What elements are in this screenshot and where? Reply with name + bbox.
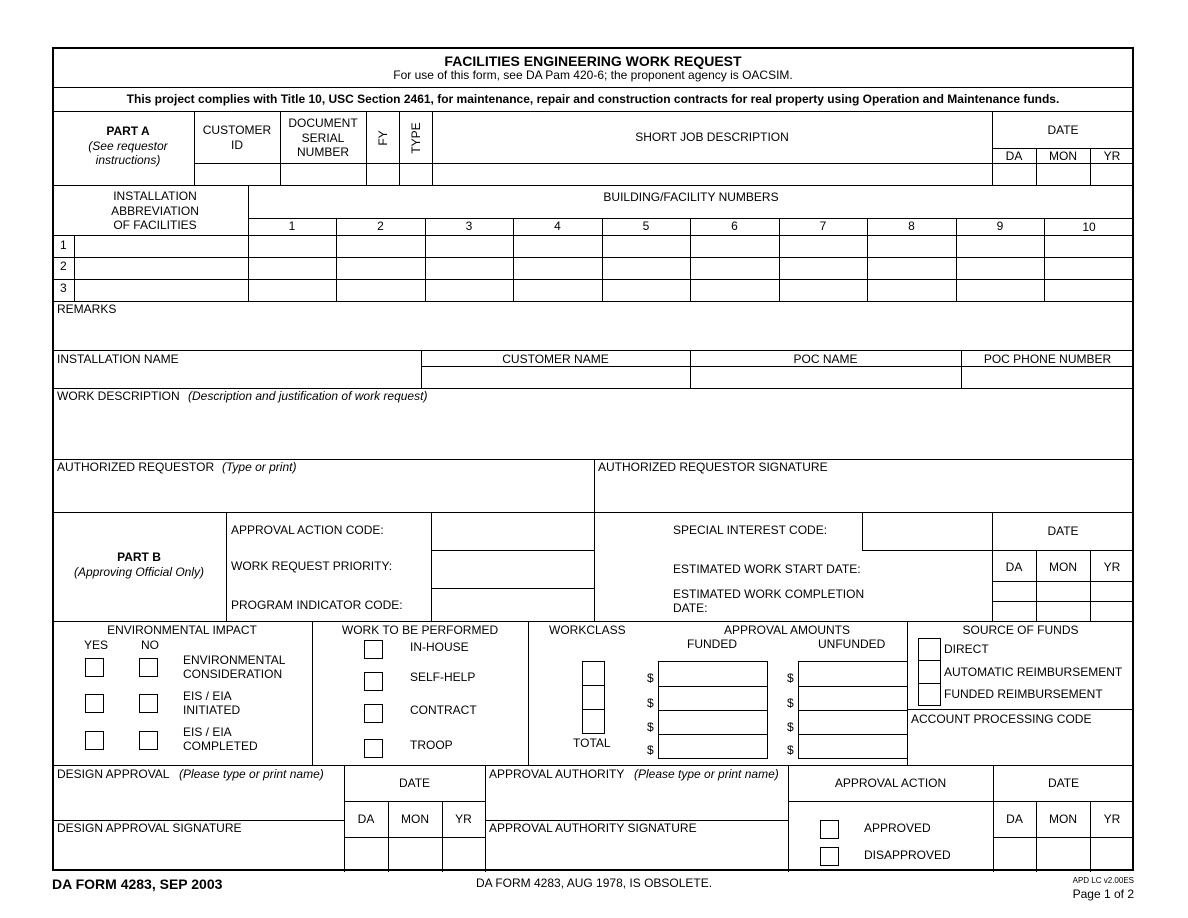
env-consideration-no-checkbox[interactable]: [139, 658, 158, 677]
funded-amount-3[interactable]: [658, 710, 768, 735]
approval-authority-signature-input[interactable]: [486, 837, 788, 871]
part-b-mon-label: MON: [1049, 560, 1077, 574]
part-b-date-label: DATE: [1047, 524, 1079, 538]
remarks-input[interactable]: [53, 318, 1133, 350]
design-approval-input[interactable]: [53, 783, 344, 820]
building-col-9: 9: [996, 219, 1004, 233]
env-consideration-yes-checkbox[interactable]: [85, 658, 104, 677]
design-mon-input[interactable]: [389, 838, 442, 871]
install-abbr-input-2[interactable]: [75, 258, 248, 279]
type-input[interactable]: [400, 164, 432, 185]
approval-action-label: APPROVAL ACTION: [834, 776, 947, 790]
obsolete-note: DA FORM 4283, AUG 1978, IS OBSOLETE.: [476, 876, 713, 890]
part-a-note-1: (See requestor: [88, 139, 168, 153]
eis-initiated-no-checkbox[interactable]: [139, 694, 158, 713]
customer-id-label-2: ID: [231, 138, 243, 152]
approved-label: APPROVED: [864, 821, 931, 835]
part-b-da-label: DA: [1005, 560, 1023, 574]
est-completion-label-2: DATE:: [673, 601, 708, 615]
installation-name-label: INSTALLATION NAME: [57, 352, 179, 366]
authority-mon-label: MON: [1049, 812, 1077, 826]
program-indicator-code-label: PROGRAM INDICATOR CODE:: [231, 598, 403, 612]
type-label: TYPE: [409, 122, 423, 154]
form-id: DA FORM 4283, SEP 2003: [52, 876, 223, 892]
funded-dollar-2: $: [647, 696, 654, 710]
design-approval-note: (Please type or print name): [179, 767, 324, 781]
unfunded-amount-2[interactable]: [798, 686, 908, 711]
account-processing-code-input[interactable]: [908, 728, 1134, 765]
building-col-7: 7: [819, 219, 827, 233]
unfunded-dollar-3: $: [787, 720, 794, 734]
special-interest-code-input[interactable]: [863, 513, 992, 550]
installation-name-input[interactable]: [53, 367, 421, 388]
part-a-mon-label: MON: [1049, 149, 1077, 163]
doc-serial-input[interactable]: [281, 164, 366, 185]
eis-completed-no-checkbox[interactable]: [139, 731, 158, 750]
design-mon-label: MON: [401, 812, 429, 826]
work-request-priority-input[interactable]: [432, 551, 594, 588]
part-a-note-2: instructions): [95, 153, 161, 167]
workclass-input-1[interactable]: [582, 661, 605, 686]
workclass-total-label: TOTAL: [573, 736, 611, 750]
unfunded-amount-total[interactable]: [798, 734, 908, 759]
design-approval-label: DESIGN APPROVAL: [57, 767, 170, 781]
short-job-label: SHORT JOB DESCRIPTION: [635, 130, 789, 144]
page-number: Page 1 of 2: [1072, 887, 1134, 901]
funded-amount-2[interactable]: [658, 686, 768, 711]
auth-requestor-label: AUTHORIZED REQUESTOR: [57, 460, 215, 474]
part-b-title: PART B: [117, 550, 161, 564]
funded-reimbursement-label: FUNDED REIMBURSEMENT: [944, 687, 1103, 701]
version-label: APD LC v2.00ES: [1072, 876, 1134, 885]
env-item-1-line-2: CONSIDERATION: [183, 667, 283, 681]
workclass-input-3[interactable]: [582, 709, 605, 734]
direct-checkbox[interactable]: [918, 638, 941, 661]
doc-serial-label-2: SERIAL: [301, 131, 345, 145]
short-job-input[interactable]: [433, 164, 992, 185]
env-item-3-line-1: EIS / EIA: [183, 725, 232, 739]
eis-initiated-yes-checkbox[interactable]: [85, 694, 104, 713]
building-col-10: 10: [1082, 220, 1096, 234]
install-abbr-label-1: INSTALLATION: [113, 189, 197, 203]
authority-date-label: DATE: [1047, 776, 1080, 790]
disapproved-checkbox[interactable]: [820, 847, 839, 866]
est-completion-da-input[interactable]: [993, 602, 1036, 621]
work-performed-title: WORK TO BE PERFORMED: [341, 623, 499, 637]
building-col-6: 6: [731, 219, 738, 233]
building-col-3: 3: [465, 219, 473, 233]
workclass-input-2[interactable]: [582, 685, 605, 710]
est-start-da-input[interactable]: [993, 582, 1036, 601]
auto-reimbursement-label: AUTOMATIC REIMBURSEMENT: [944, 665, 1123, 679]
self-help-checkbox[interactable]: [364, 672, 383, 691]
auth-requestor-sig-input[interactable]: [595, 476, 1134, 512]
funded-label: FUNDED: [687, 637, 737, 651]
authority-yr-input[interactable]: [1091, 838, 1134, 871]
est-completion-mon-input[interactable]: [1037, 602, 1090, 621]
approval-amounts-title: APPROVAL AMOUNTS: [723, 623, 851, 637]
part-b-yr-label: YR: [1103, 560, 1121, 574]
account-processing-code-label: ACCOUNT PROCESSING CODE: [911, 712, 1092, 726]
remarks-label: REMARKS: [57, 302, 117, 316]
poc-name-label: POC NAME: [793, 352, 858, 366]
funded-reimbursement-checkbox[interactable]: [918, 683, 941, 706]
env-item-1-line-1: ENVIRONMENTAL: [183, 653, 286, 667]
building-col-1: 1: [288, 219, 296, 233]
disapproved-label: DISAPPROVED: [864, 848, 951, 862]
approval-action-code-label: APPROVAL ACTION CODE:: [231, 523, 384, 537]
work-desc-input[interactable]: [53, 405, 1133, 459]
authority-da-label: DA: [1006, 812, 1023, 826]
compliance-note: This project complies with Title 10, USC Section 2461, for maintenance, repair and construction contracts for real property using Operation and Maintenance funds.: [126, 92, 1060, 106]
doc-serial-label-3: NUMBER: [296, 145, 349, 159]
fy-label: FY: [376, 130, 390, 146]
direct-label: DIRECT: [944, 642, 989, 656]
authority-yr-label: YR: [1103, 812, 1121, 826]
unfunded-dollar-2: $: [787, 696, 794, 710]
design-approval-signature-label: DESIGN APPROVAL SIGNATURE: [57, 821, 242, 835]
workclass-title: WORKCLASS: [549, 623, 626, 637]
self-help-label: SELF-HELP: [410, 670, 476, 684]
design-da-input[interactable]: [345, 838, 388, 871]
part-a-da-label: DA: [1005, 149, 1023, 163]
customer-id-input[interactable]: [195, 164, 280, 185]
install-abbr-label-3: OF FACILITIES: [113, 218, 197, 232]
auto-reimbursement-checkbox[interactable]: [918, 660, 941, 684]
fy-input[interactable]: [367, 164, 399, 185]
building-row-3-label: 3: [60, 281, 67, 295]
poc-phone-label: POC PHONE NUMBER: [983, 352, 1112, 366]
contract-label: CONTRACT: [410, 703, 477, 717]
approval-authority-input[interactable]: [486, 783, 788, 820]
work-desc-label: WORK DESCRIPTION: [57, 389, 180, 403]
est-start-yr-input[interactable]: [1091, 582, 1134, 601]
design-yr-input[interactable]: [443, 838, 485, 871]
building-col-5: 5: [642, 219, 650, 233]
install-abbr-label-2: ABBREVIATION: [111, 204, 199, 218]
part-a-title: PART A: [106, 124, 150, 138]
unfunded-dollar-1: $: [787, 671, 794, 685]
customer-name-label: CUSTOMER NAME: [502, 352, 609, 366]
est-completion-label-1: ESTIMATED WORK COMPLETION: [673, 587, 865, 601]
approved-checkbox[interactable]: [820, 820, 839, 839]
funded-dollar-total: $: [647, 743, 654, 757]
est-start-mon-input[interactable]: [1037, 582, 1090, 601]
program-indicator-code-input[interactable]: [432, 589, 594, 621]
design-da-label: DA: [357, 812, 375, 826]
part-a-yr-input[interactable]: [1091, 164, 1134, 185]
part-a-da-input[interactable]: [993, 164, 1036, 185]
unfunded-label: UNFUNDED: [818, 637, 886, 651]
unfunded-amount-3[interactable]: [798, 710, 908, 735]
special-interest-code-label: SPECIAL INTEREST CODE:: [673, 523, 828, 537]
form-title: FACILITIES ENGINEERING WORK REQUEST: [444, 53, 742, 69]
est-completion-yr-input[interactable]: [1091, 602, 1134, 621]
building-col-2: 2: [377, 219, 384, 233]
building-col-8: 8: [908, 219, 915, 233]
funded-amount-1[interactable]: [658, 661, 768, 687]
design-yr-label: YR: [455, 812, 472, 826]
env-impact-title: ENVIRONMENTAL IMPACT: [107, 623, 257, 637]
approval-authority-label: APPROVAL AUTHORITY: [489, 767, 625, 781]
env-item-2-line-2: INITIATED: [183, 703, 241, 717]
env-no-label: NO: [141, 638, 159, 652]
funded-amount-total[interactable]: [658, 734, 768, 759]
auth-requestor-sig-label: AUTHORIZED REQUESTOR SIGNATURE: [598, 460, 828, 474]
funded-dollar-1: $: [647, 671, 654, 685]
work-request-priority-label: WORK REQUEST PRIORITY:: [231, 559, 393, 573]
doc-serial-label-1: DOCUMENT: [288, 116, 358, 130]
eis-completed-yes-checkbox[interactable]: [85, 731, 104, 750]
install-abbr-input-1[interactable]: [75, 236, 248, 257]
in-house-checkbox[interactable]: [364, 640, 383, 659]
env-yes-label: YES: [84, 638, 109, 652]
approval-action-code-input[interactable]: [432, 513, 594, 550]
authority-mon-input[interactable]: [1037, 838, 1090, 871]
design-date-label: DATE: [398, 776, 431, 790]
customer-id-label-1: CUSTOMER: [202, 123, 272, 137]
approval-authority-signature-label: APPROVAL AUTHORITY SIGNATURE: [489, 821, 697, 835]
part-a-mon-input[interactable]: [1037, 164, 1090, 185]
auth-requestor-note: (Type or print): [222, 460, 297, 474]
contract-checkbox[interactable]: [364, 704, 383, 723]
building-numbers-label: BUILDING/FACILITY NUMBERS: [603, 190, 779, 204]
troop-checkbox[interactable]: [364, 739, 383, 758]
env-item-3-line-2: COMPLETED: [183, 739, 258, 753]
install-abbr-input-3[interactable]: [75, 280, 248, 301]
unfunded-amount-1[interactable]: [798, 661, 908, 687]
poc-phone-input[interactable]: [962, 367, 1134, 388]
unfunded-dollar-total: $: [787, 743, 794, 757]
building-row-1-label: 1: [60, 238, 67, 252]
troop-label: TROOP: [410, 738, 453, 752]
part-b-note: (Approving Official Only): [73, 565, 205, 579]
part-a-yr-label: YR: [1103, 149, 1121, 163]
auth-requestor-input[interactable]: [53, 476, 594, 512]
approval-authority-note: (Please type or print name): [634, 767, 779, 781]
building-row-2-label: 2: [60, 259, 67, 273]
part-a-date-label: DATE: [1047, 123, 1079, 137]
in-house-label: IN-HOUSE: [410, 640, 469, 654]
env-item-2-line-1: EIS / EIA: [183, 689, 232, 703]
funded-dollar-3: $: [647, 720, 654, 734]
source-of-funds-title: SOURCE OF FUNDS: [962, 623, 1079, 637]
customer-name-input[interactable]: [422, 367, 690, 388]
form-subtitle: For use of this form, see DA Pam 420-6; the proponent agency is OACSIM.: [393, 68, 793, 82]
building-col-4: 4: [554, 219, 561, 233]
est-start-label: ESTIMATED WORK START DATE:: [673, 562, 861, 576]
design-approval-signature-input[interactable]: [53, 837, 344, 871]
authority-da-input[interactable]: [994, 838, 1036, 871]
poc-name-input[interactable]: [691, 367, 961, 388]
work-desc-note: (Description and justification of work request): [188, 389, 428, 403]
